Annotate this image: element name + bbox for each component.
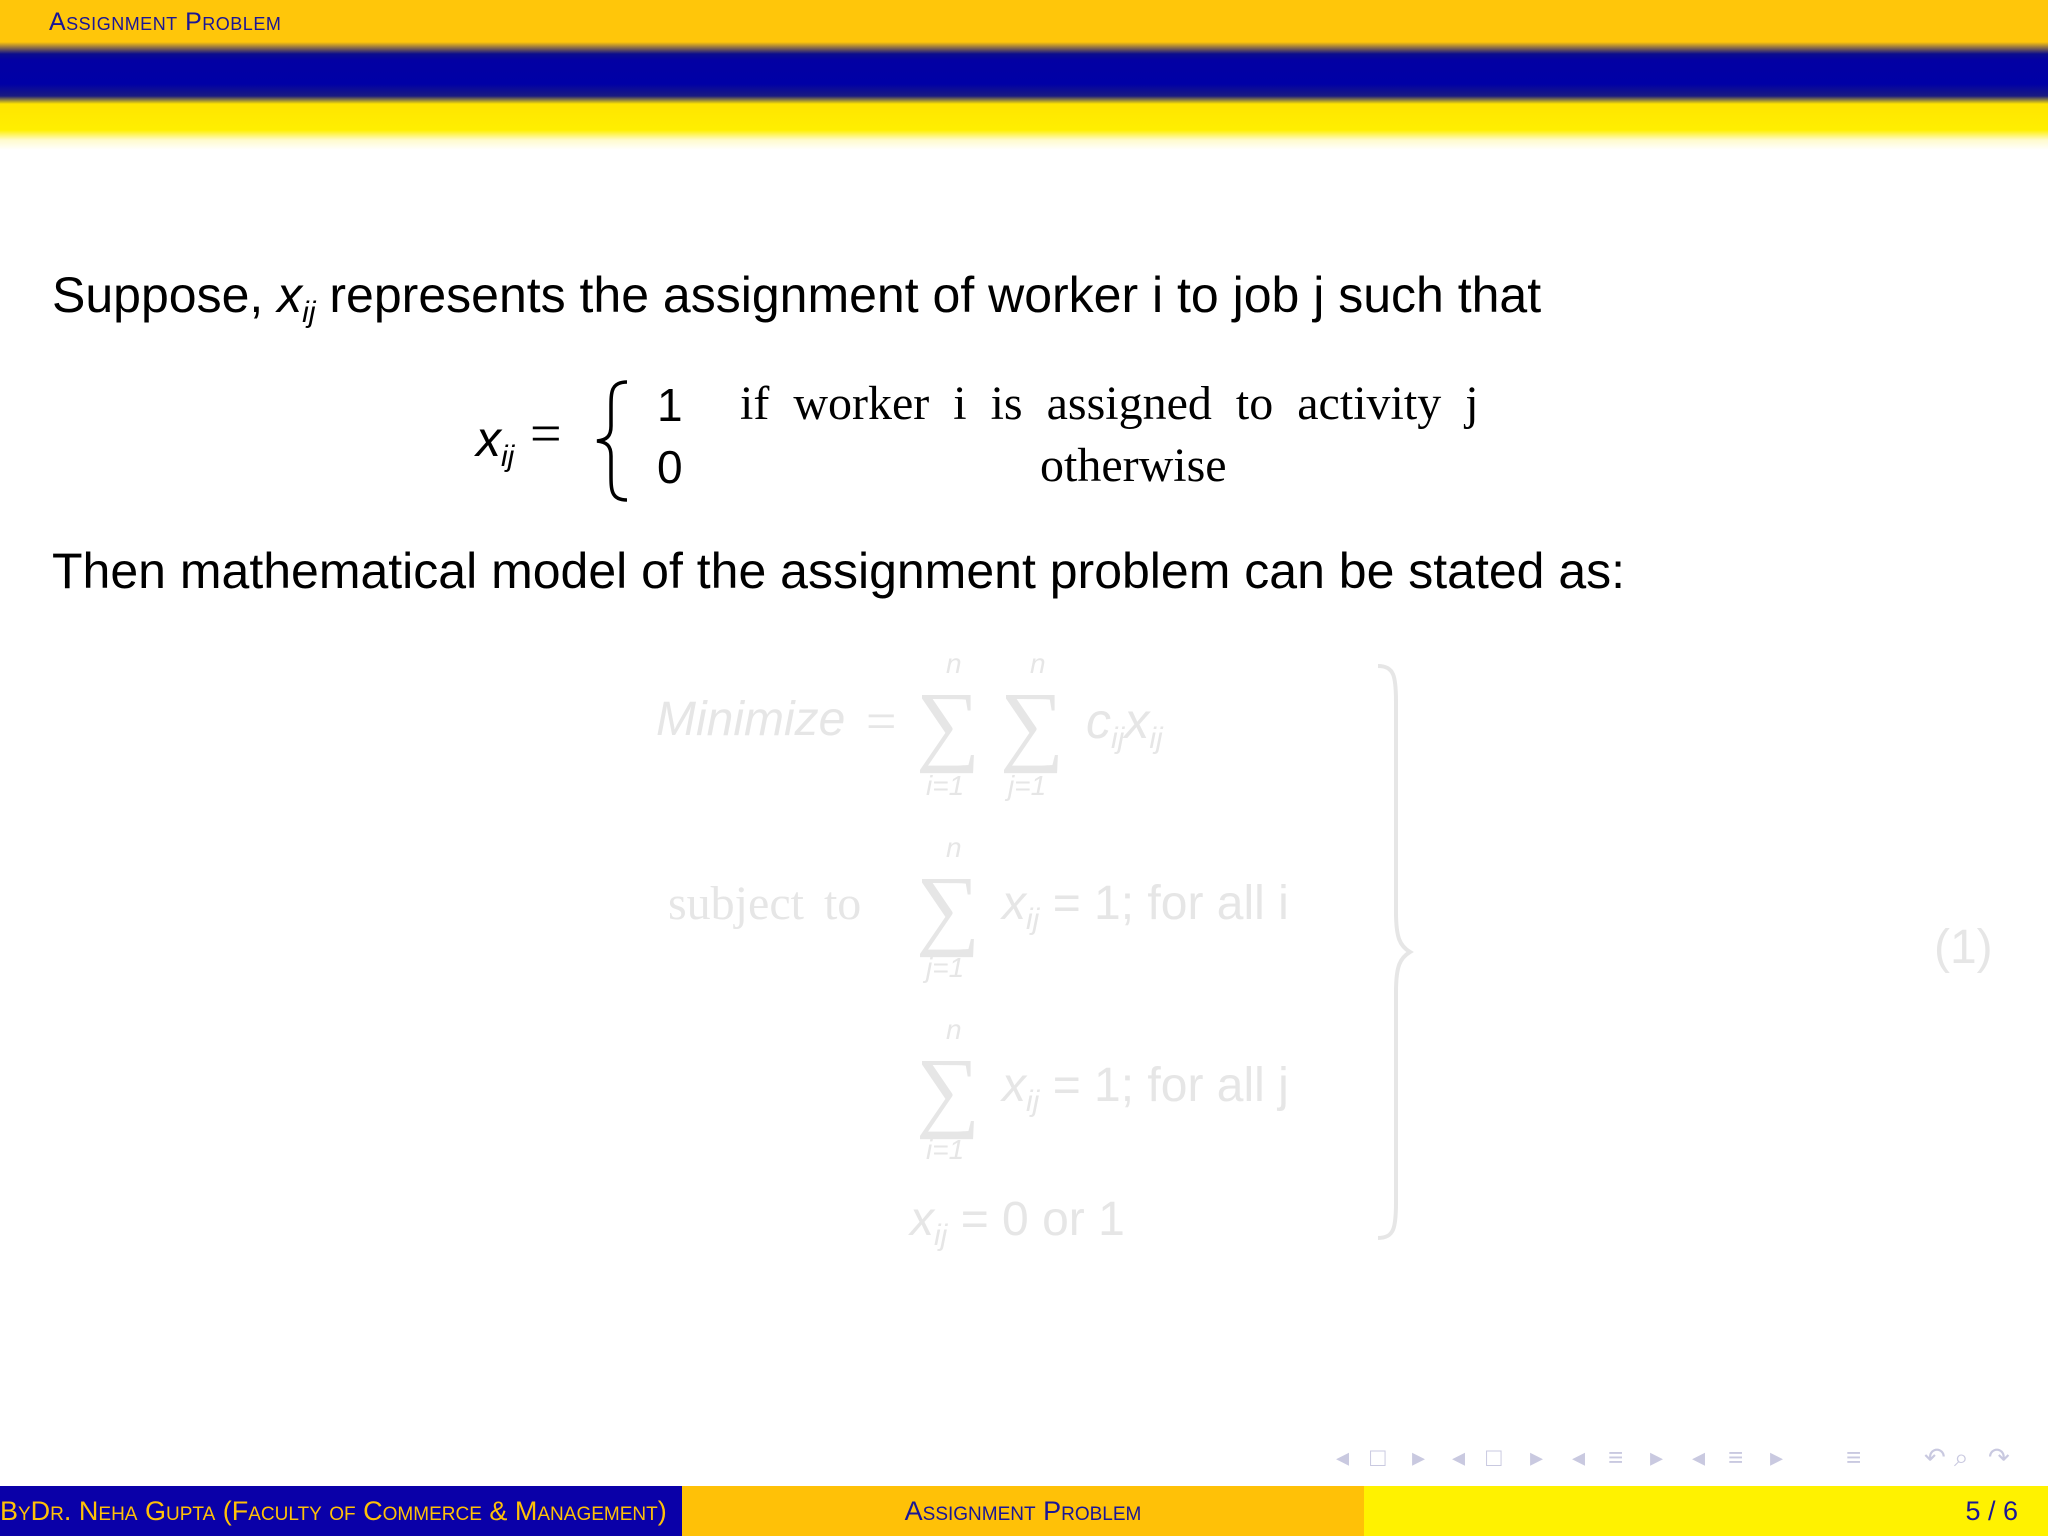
nav-next-section-arrow[interactable]: ▸ bbox=[1770, 1442, 1784, 1472]
sum4-upper: n bbox=[946, 1014, 962, 1045]
nav-prev-section-arrow[interactable]: ◂ bbox=[1692, 1442, 1706, 1472]
sum2-sigma: ∑ bbox=[1000, 675, 1065, 774]
binary-constraint: $x_{ij} = 0$ or 1 bbox=[910, 1193, 1125, 1252]
intro-text bbox=[52, 266, 1541, 330]
intro-var: x bbox=[277, 267, 303, 323]
sum4-sigma: ∑ bbox=[916, 1041, 981, 1140]
sum1-sigma: ∑ bbox=[916, 675, 981, 774]
frame-icon[interactable]: □ bbox=[1370, 1442, 1386, 1472]
sum3-upper: n bbox=[946, 832, 962, 863]
undo-icon[interactable]: ↶ bbox=[1924, 1442, 1946, 1472]
case1-condition: if worker i is assigned to activity j bbox=[740, 377, 1479, 430]
header-title: Assignment Problem bbox=[49, 8, 282, 36]
nav-next-slide-arrow[interactable]: ▸ bbox=[1412, 1442, 1426, 1472]
left-brace bbox=[593, 378, 633, 504]
nav-prev-subsection-arrow[interactable]: ◂ bbox=[1572, 1442, 1586, 1472]
constraint2: $x_{ij} = 1$; for all j bbox=[1002, 1059, 1289, 1118]
footer-author: ByDr. Neha Gupta (Faculty of Commerce & Management) bbox=[0, 1486, 682, 1536]
sum2-lower: j=1 bbox=[1008, 770, 1047, 801]
sum1-lower: i=1 bbox=[926, 770, 965, 801]
nav-prev-frame-arrow[interactable]: ◂ bbox=[1452, 1442, 1466, 1472]
intro-sub: ij bbox=[302, 296, 316, 329]
page-number: 5 / 6 bbox=[1965, 1496, 2018, 1526]
objective-term: $c_{ij}x_{ij}$ bbox=[1086, 693, 1163, 755]
sum3-lower: j=1 bbox=[926, 952, 965, 983]
sum2-upper: n bbox=[1030, 648, 1046, 679]
sum4-lower: i=1 bbox=[926, 1134, 965, 1165]
equation-number: (1) bbox=[1934, 921, 1993, 974]
constraint1: $x_{ij} = 1$; for all i bbox=[1002, 877, 1289, 936]
objective-equals: = bbox=[866, 691, 897, 751]
right-brace bbox=[1374, 662, 1414, 1242]
intro-suffix: represents the assignment of worker i to job j such that bbox=[315, 267, 1542, 323]
piecewise-lhs: $x_{ij}$ bbox=[476, 411, 515, 473]
section-icon[interactable]: ≡ bbox=[1728, 1442, 1744, 1472]
document-icon[interactable]: ≡ bbox=[1846, 1442, 1862, 1472]
header-bar bbox=[0, 0, 2048, 150]
nav-next-frame-arrow[interactable]: ▸ bbox=[1530, 1442, 1544, 1472]
piecewise-equals: = bbox=[530, 403, 562, 465]
nav-next-subsection-arrow[interactable]: ▸ bbox=[1650, 1442, 1664, 1472]
objective-label: Minimize bbox=[656, 693, 846, 746]
search-icon[interactable]: ⌕ bbox=[1954, 1442, 1969, 1472]
case2-value: 0 bbox=[657, 441, 683, 493]
footer-page bbox=[1364, 1486, 2048, 1536]
frame-stack-icon[interactable]: □ bbox=[1486, 1442, 1502, 1472]
subsection-icon[interactable]: ≡ bbox=[1608, 1442, 1624, 1472]
redo-icon[interactable]: ↷ bbox=[1988, 1442, 2010, 1472]
model-intro-text: Then mathematical model of the assignment problem can be stated as: bbox=[52, 543, 1626, 599]
sum1-upper: n bbox=[946, 648, 962, 679]
case2-condition: otherwise bbox=[1040, 439, 1227, 492]
nav-prev-slide-arrow[interactable]: ◂ bbox=[1336, 1442, 1350, 1472]
sum3-sigma: ∑ bbox=[916, 859, 981, 958]
subject-to-label: subject to bbox=[668, 877, 862, 930]
case1-value: 1 bbox=[657, 379, 683, 431]
intro-prefix: Suppose, bbox=[52, 267, 278, 323]
footer-title: Assignment Problem bbox=[682, 1486, 1364, 1536]
